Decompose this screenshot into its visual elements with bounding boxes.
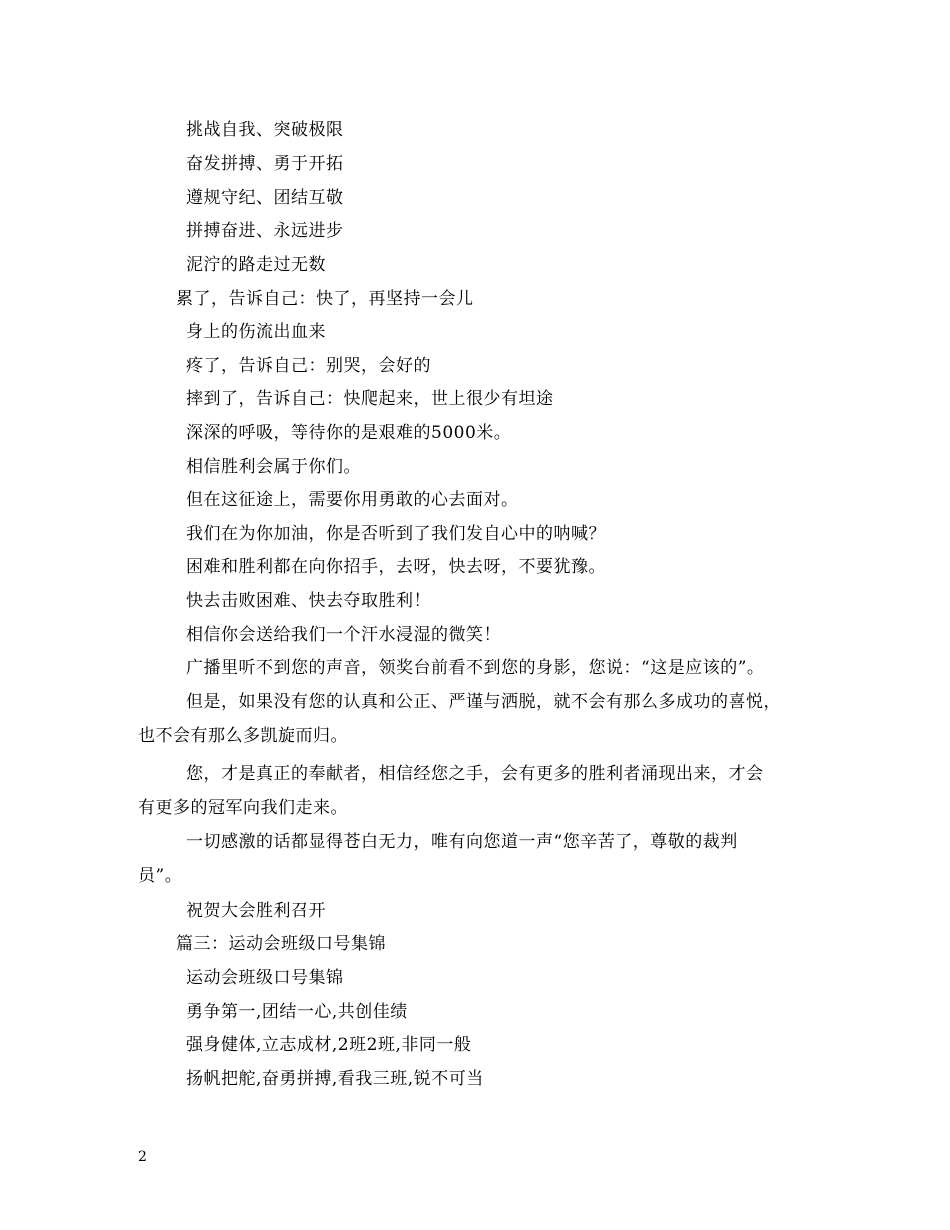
text-line: 但是，如果没有您的认真和公正、严谨与洒脱，就不会有那么多成功的喜悦， — [186, 692, 781, 712]
text-line: 勇争第一,团结一心,共创佳绩 — [186, 1002, 408, 1022]
text-line: 快去击败困难、快去夺取胜利！ — [186, 591, 431, 611]
text-line: 遵规守纪、团结互敬 — [186, 188, 344, 208]
text-line: 疼了，告诉自己：别哭，会好的 — [186, 356, 431, 376]
text-line: 泥泞的路走过无数 — [186, 255, 326, 275]
text-line: 有更多的冠军向我们走来。 — [138, 798, 348, 818]
text-line: 摔到了，告诉自己：快爬起来，世上很少有坦途 — [186, 389, 554, 409]
section-heading: 篇三：运动会班级口号集锦 — [176, 934, 386, 954]
text-line: 奋发拼搏、勇于开拓 — [186, 154, 344, 174]
text-line: 累了，告诉自己：快了，再坚持一会儿 — [176, 289, 474, 309]
text-line: 一切感激的话都显得苍白无力，唯有向您道一声“您辛苦了，尊敬的裁判 — [186, 832, 738, 852]
text-line: 挑战自我、突破极限 — [186, 120, 344, 140]
text-line: 拼搏奋进、永远进步 — [186, 221, 344, 241]
text-line: 您，才是真正的奉献者，相信经您之手，会有更多的胜利者涌现出来，才会 — [186, 764, 764, 784]
text-line: 深深的呼吸，等待你的是艰难的5000米。 — [186, 423, 512, 443]
text-line: 但在这征途上，需要你用勇敢的心去面对。 — [186, 490, 519, 510]
text-line: 扬帆把舵,奋勇拼搏,看我三班,锐不可当 — [186, 1069, 484, 1089]
text-line: 也不会有那么多凯旋而归。 — [138, 726, 348, 746]
text-line: 相信胜利会属于你们。 — [186, 457, 361, 477]
text-line: 运动会班级口号集锦 — [186, 968, 344, 988]
text-line: 相信你会送给我们一个汗水浸湿的微笑！ — [186, 625, 501, 645]
text-line: 祝贺大会胜利召开 — [186, 901, 326, 921]
text-line: 身上的伤流出血来 — [186, 322, 326, 342]
text-line: 困难和胜利都在向你招手，去呀，快去呀，不要犹豫。 — [186, 557, 606, 577]
text-line: 强身健体,立志成材,2班2班,非同一般 — [186, 1035, 472, 1055]
text-line: 我们在为你加油，你是否听到了我们发自心中的呐喊？ — [186, 524, 606, 544]
text-line: 广播里听不到您的声音，领奖台前看不到您的身影，您说：“这是应该的”。 — [186, 658, 765, 678]
page-number: 2 — [138, 1149, 147, 1165]
text-line: 员”。 — [138, 866, 183, 886]
